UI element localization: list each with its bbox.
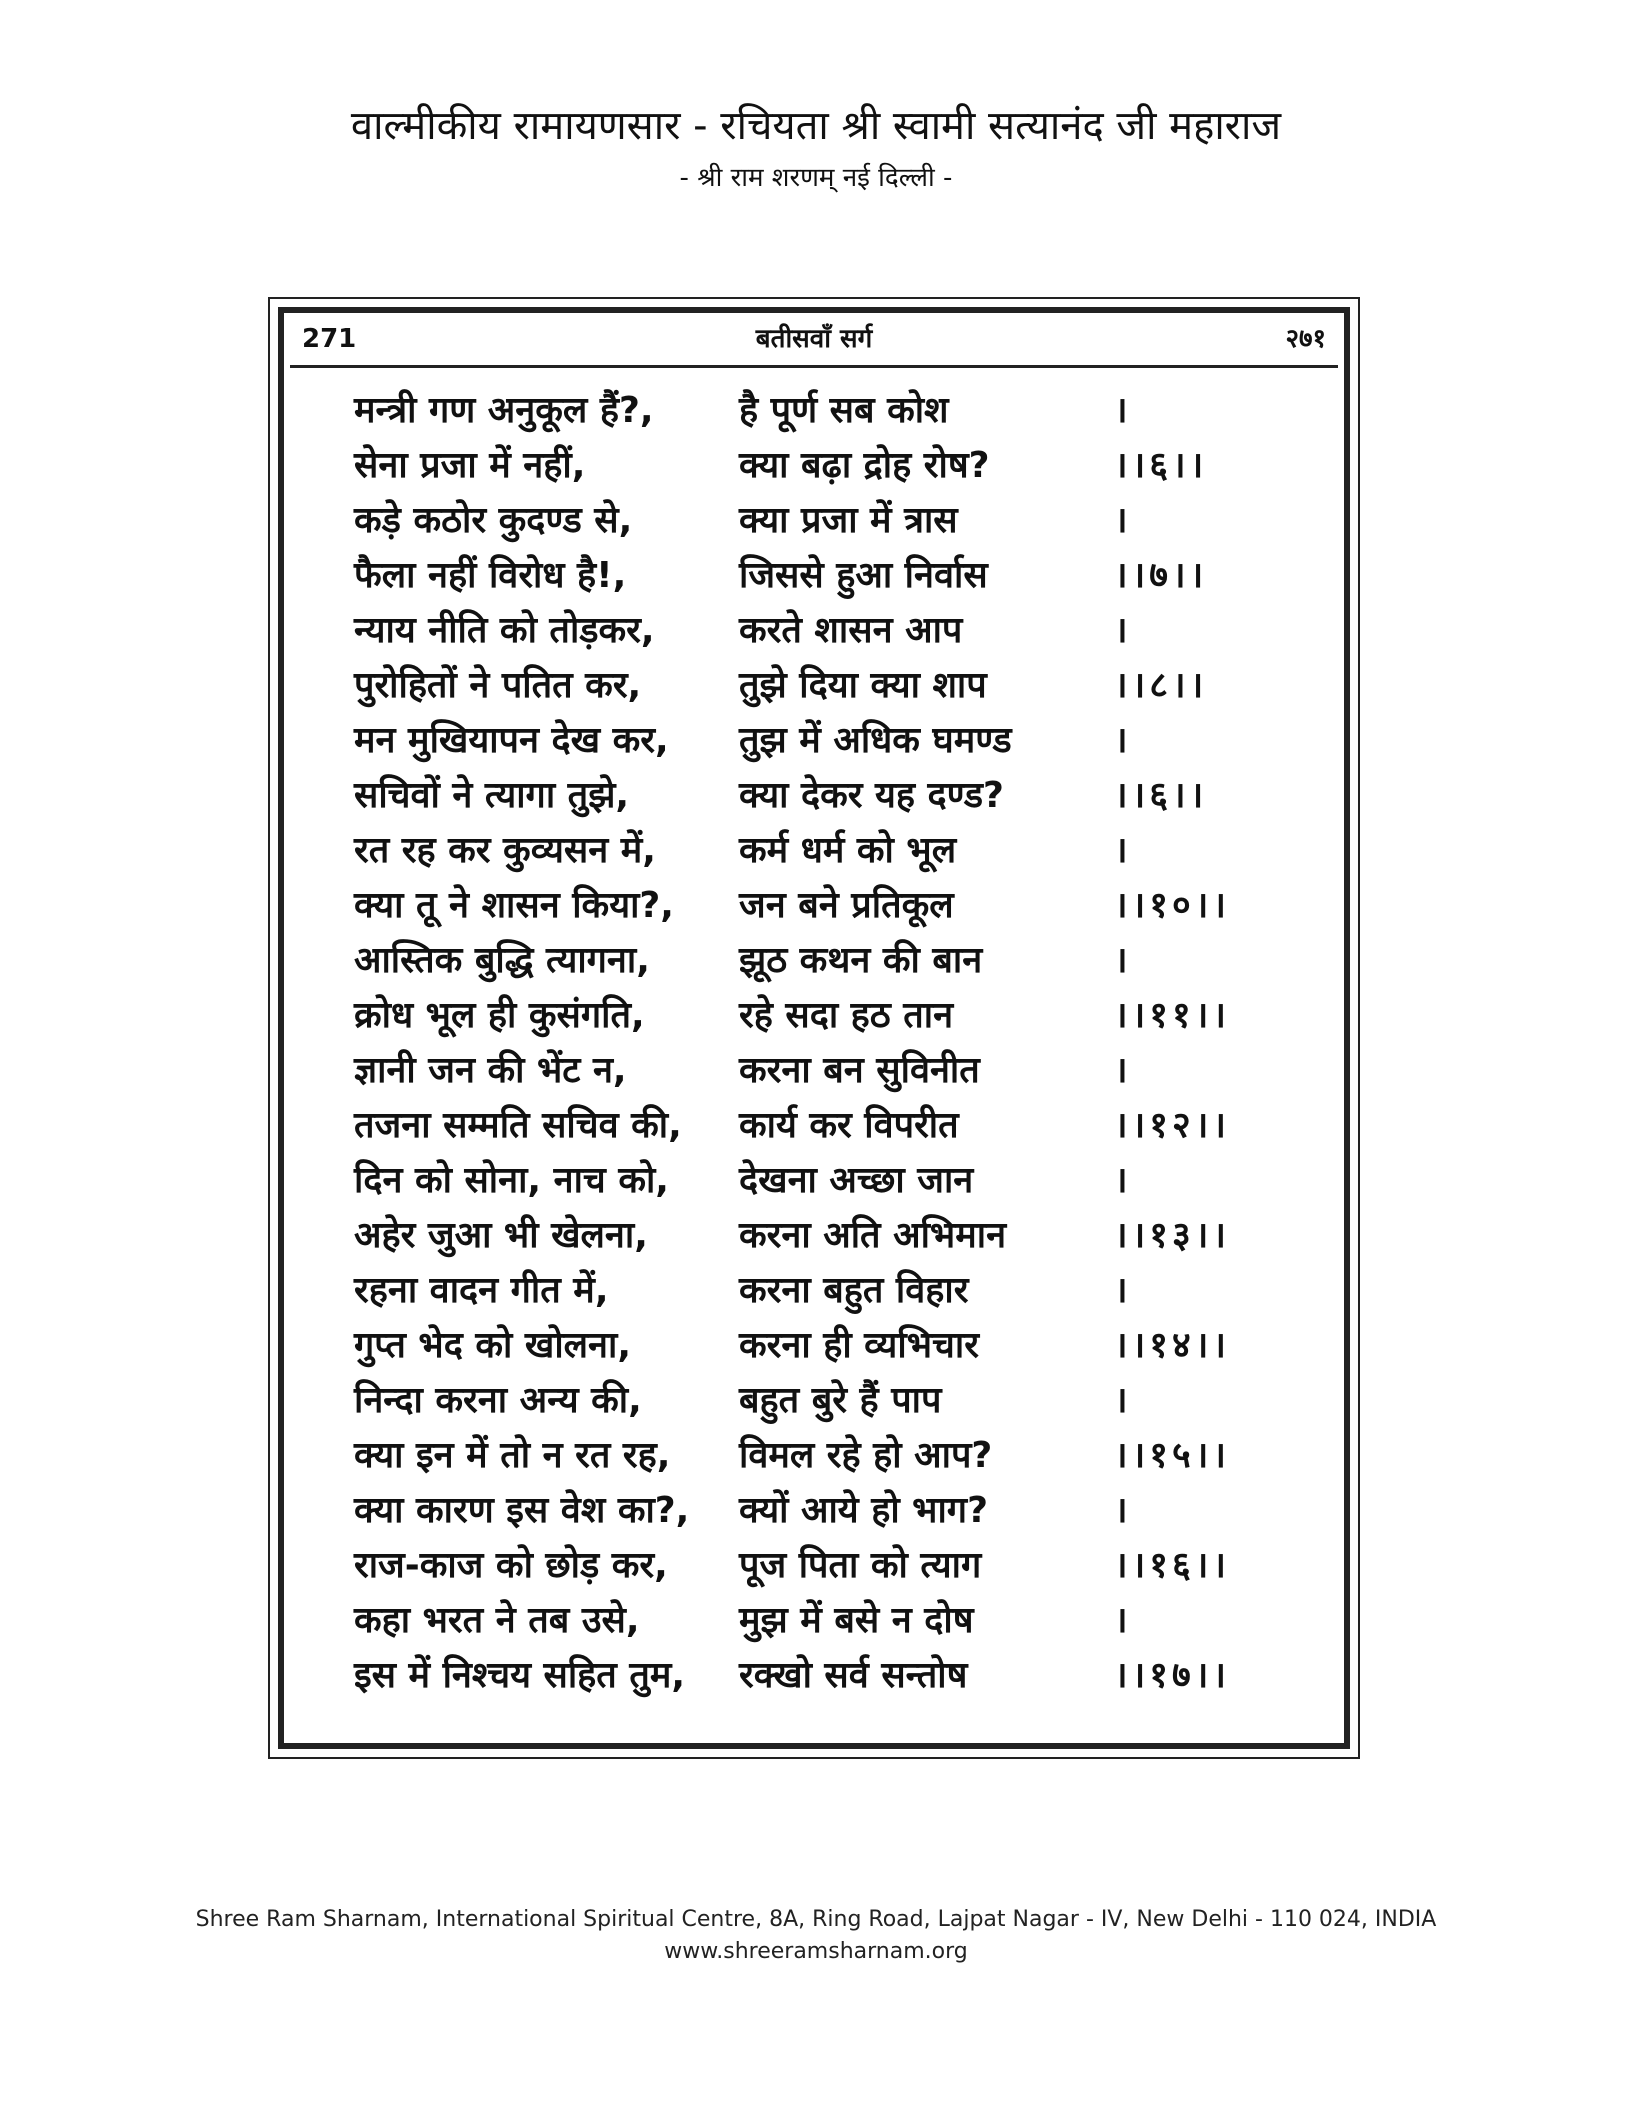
verse-line	[354, 713, 1294, 768]
page-number-latin: 271	[302, 324, 357, 354]
verse-line	[354, 1593, 1294, 1648]
verse-first-half: कहा भरत ने तब उसे,	[354, 1600, 640, 1641]
verse-number-mark: ।	[1114, 720, 1132, 761]
verse-line	[354, 933, 1294, 988]
verse-second-half: कर्म धर्म को भूल	[739, 830, 957, 871]
verse-number-mark: ।	[1114, 1600, 1132, 1641]
verse-line	[354, 1318, 1294, 1373]
verse-second-half: जन बने प्रतिकूल	[739, 885, 954, 926]
verse-second-half: तुझे दिया क्या शाप	[739, 665, 987, 706]
verse-first-half: अहेर जुआ भी खेलना,	[354, 1215, 648, 1256]
verse-line	[354, 383, 1294, 438]
verse-second-half: पूज पिता को त्याग	[739, 1545, 982, 1586]
verse-line	[354, 1538, 1294, 1593]
verse-line	[354, 1648, 1294, 1703]
verse-second-half: कार्य कर विपरीत	[739, 1105, 959, 1146]
verse-second-half: झूठ कथन की बान	[739, 940, 983, 981]
verse-line	[354, 1373, 1294, 1428]
verse-line	[354, 658, 1294, 713]
verse-first-half: रत रह कर कुव्यसन में,	[354, 830, 656, 871]
footer-address: Shree Ram Sharnam, International Spiritual Centre, 8A, Ring Road, Lajpat Nagar - IV, New Delhi - 110 024, INDIA	[195, 1907, 1437, 1932]
verse-number-mark: ।।१७।।	[1114, 1655, 1231, 1696]
verse-second-half: रहे सदा हठ तान	[739, 995, 954, 1036]
verse-line	[354, 1208, 1294, 1263]
verse-number-mark: ।।१०।।	[1114, 885, 1231, 926]
verse-number-mark: ।।१६।।	[1114, 1545, 1231, 1586]
page-header	[0, 100, 1632, 198]
verse-first-half: न्याय नीति को तोड़कर,	[354, 610, 655, 651]
verse-line	[354, 493, 1294, 548]
verse-second-half: विमल रहे हो आप?	[739, 1435, 993, 1476]
verse-number-mark: ।	[1114, 940, 1132, 981]
header-title: वाल्मीकीय रामायणसार - रचियता श्री स्वामी सत्यानंद जी महाराज	[350, 103, 1282, 149]
verse-second-half: देखना अच्छा जान	[739, 1160, 974, 1201]
verse-first-half: क्या तू ने शासन किया?,	[354, 885, 674, 926]
verse-second-half: मुझ में बसे न दोष	[739, 1600, 974, 1641]
verse-first-half: राज-काज को छोड़ कर,	[354, 1545, 668, 1586]
verse-second-half: बहुत बुरे हैं पाप	[739, 1380, 942, 1421]
verse-first-half: आस्तिक बुद्धि त्यागना,	[354, 940, 650, 981]
running-head	[292, 317, 1336, 361]
verse-first-half: निन्दा करना अन्य की,	[354, 1380, 642, 1421]
verse-first-half: सचिवों ने त्यागा तुझे,	[354, 775, 630, 816]
verse-line	[354, 1263, 1294, 1318]
verse-second-half: है पूर्ण सब कोश	[739, 390, 949, 431]
verse-line	[354, 1428, 1294, 1483]
verse-second-half: जिससे हुआ निर्वास	[739, 555, 988, 596]
footer-website: www.shreeramsharnam.org	[664, 1939, 968, 1964]
verse-line	[354, 603, 1294, 658]
verse-number-mark: ।	[1114, 1050, 1132, 1091]
verse-second-half: क्या देकर यह दण्ड?	[739, 775, 1004, 816]
verse-first-half: तजना सम्मति सचिव की,	[354, 1105, 682, 1146]
verse-first-half: क्रोध भूल ही कुसंगति,	[354, 995, 645, 1036]
running-head-rule	[290, 365, 1338, 368]
verse-line	[354, 438, 1294, 493]
verse-second-half: करते शासन आप	[739, 610, 963, 651]
verse-number-mark: ।।१४।।	[1114, 1325, 1231, 1366]
verse-line	[354, 1153, 1294, 1208]
verse-number-mark: ।।७।।	[1114, 555, 1208, 596]
verse-number-mark: ।	[1114, 1380, 1132, 1421]
verse-number-mark: ।	[1114, 500, 1132, 541]
page-frame	[268, 297, 1360, 1759]
verse-first-half: इस में निश्चय सहित तुम,	[354, 1655, 686, 1696]
verse-number-mark: ।	[1114, 390, 1132, 431]
verse-second-half: क्या बढ़ा द्रोह रोष?	[739, 445, 990, 486]
verse-line	[354, 878, 1294, 933]
verse-number-mark: ।	[1114, 1490, 1132, 1531]
verse-first-half: फैला नहीं विरोध है!,	[354, 555, 627, 596]
chapter-title: बतीसवाँ सर्ग	[755, 324, 873, 354]
verse-first-half: दिन को सोना, नाच को,	[354, 1160, 669, 1201]
verse-number-mark: ।।११।।	[1114, 995, 1231, 1036]
verse-line	[354, 1483, 1294, 1538]
verse-second-half: करना बन सुविनीत	[739, 1050, 980, 1091]
verse-first-half: मन मुखियापन देख कर,	[354, 720, 669, 761]
verse-first-half: रहना वादन गीत में,	[354, 1270, 609, 1311]
verse-number-mark: ।	[1114, 1160, 1132, 1201]
verse-list	[354, 383, 1294, 1703]
verse-second-half: क्या प्रजा में त्रास	[739, 500, 958, 541]
verse-second-half: करना ही व्यभिचार	[739, 1325, 979, 1366]
verse-second-half: रक्खो सर्व सन्तोष	[739, 1655, 968, 1696]
verse-first-half: गुप्त भेद को खोलना,	[354, 1325, 632, 1366]
verse-first-half: पुरोहितों ने पतित कर,	[354, 665, 642, 706]
verse-number-mark: ।।१५।।	[1114, 1435, 1231, 1476]
verse-number-mark: ।।१३।।	[1114, 1215, 1231, 1256]
verse-second-half: करना अति अभिमान	[739, 1215, 1007, 1256]
verse-first-half: ज्ञानी जन की भेंट न,	[354, 1050, 627, 1091]
verse-number-mark: ।।६।।	[1114, 775, 1208, 816]
verse-line	[354, 988, 1294, 1043]
verse-first-half: सेना प्रजा में नहीं,	[354, 445, 586, 486]
verse-number-mark: ।	[1114, 830, 1132, 871]
page-footer	[0, 1904, 1632, 1968]
verse-second-half: करना बहुत विहार	[739, 1270, 969, 1311]
verse-line	[354, 1043, 1294, 1098]
verse-first-half: मन्त्री गण अनुकूल हैं?,	[354, 390, 654, 431]
verse-number-mark: ।।८।।	[1114, 665, 1208, 706]
verse-second-half: तुझ में अधिक घमण्ड	[739, 720, 1012, 761]
verse-second-half: क्यों आये हो भाग?	[739, 1490, 988, 1531]
verse-number-mark: ।	[1114, 1270, 1132, 1311]
verse-first-half: क्या इन में तो न रत रह,	[354, 1435, 671, 1476]
verse-first-half: कड़े कठोर कुदण्ड से,	[354, 500, 633, 541]
verse-number-mark: ।।६।।	[1114, 445, 1208, 486]
verse-number-mark: ।	[1114, 610, 1132, 651]
verse-first-half: क्या कारण इस वेश का?,	[354, 1490, 690, 1531]
verse-line	[354, 548, 1294, 603]
page-number-devanagari: २७१	[1285, 324, 1326, 354]
header-subtitle: - श्री राम शरणम् नई दिल्ली -	[679, 163, 953, 193]
verse-line	[354, 823, 1294, 878]
verse-line	[354, 768, 1294, 823]
verse-line	[354, 1098, 1294, 1153]
verse-number-mark: ।।१२।।	[1114, 1105, 1231, 1146]
